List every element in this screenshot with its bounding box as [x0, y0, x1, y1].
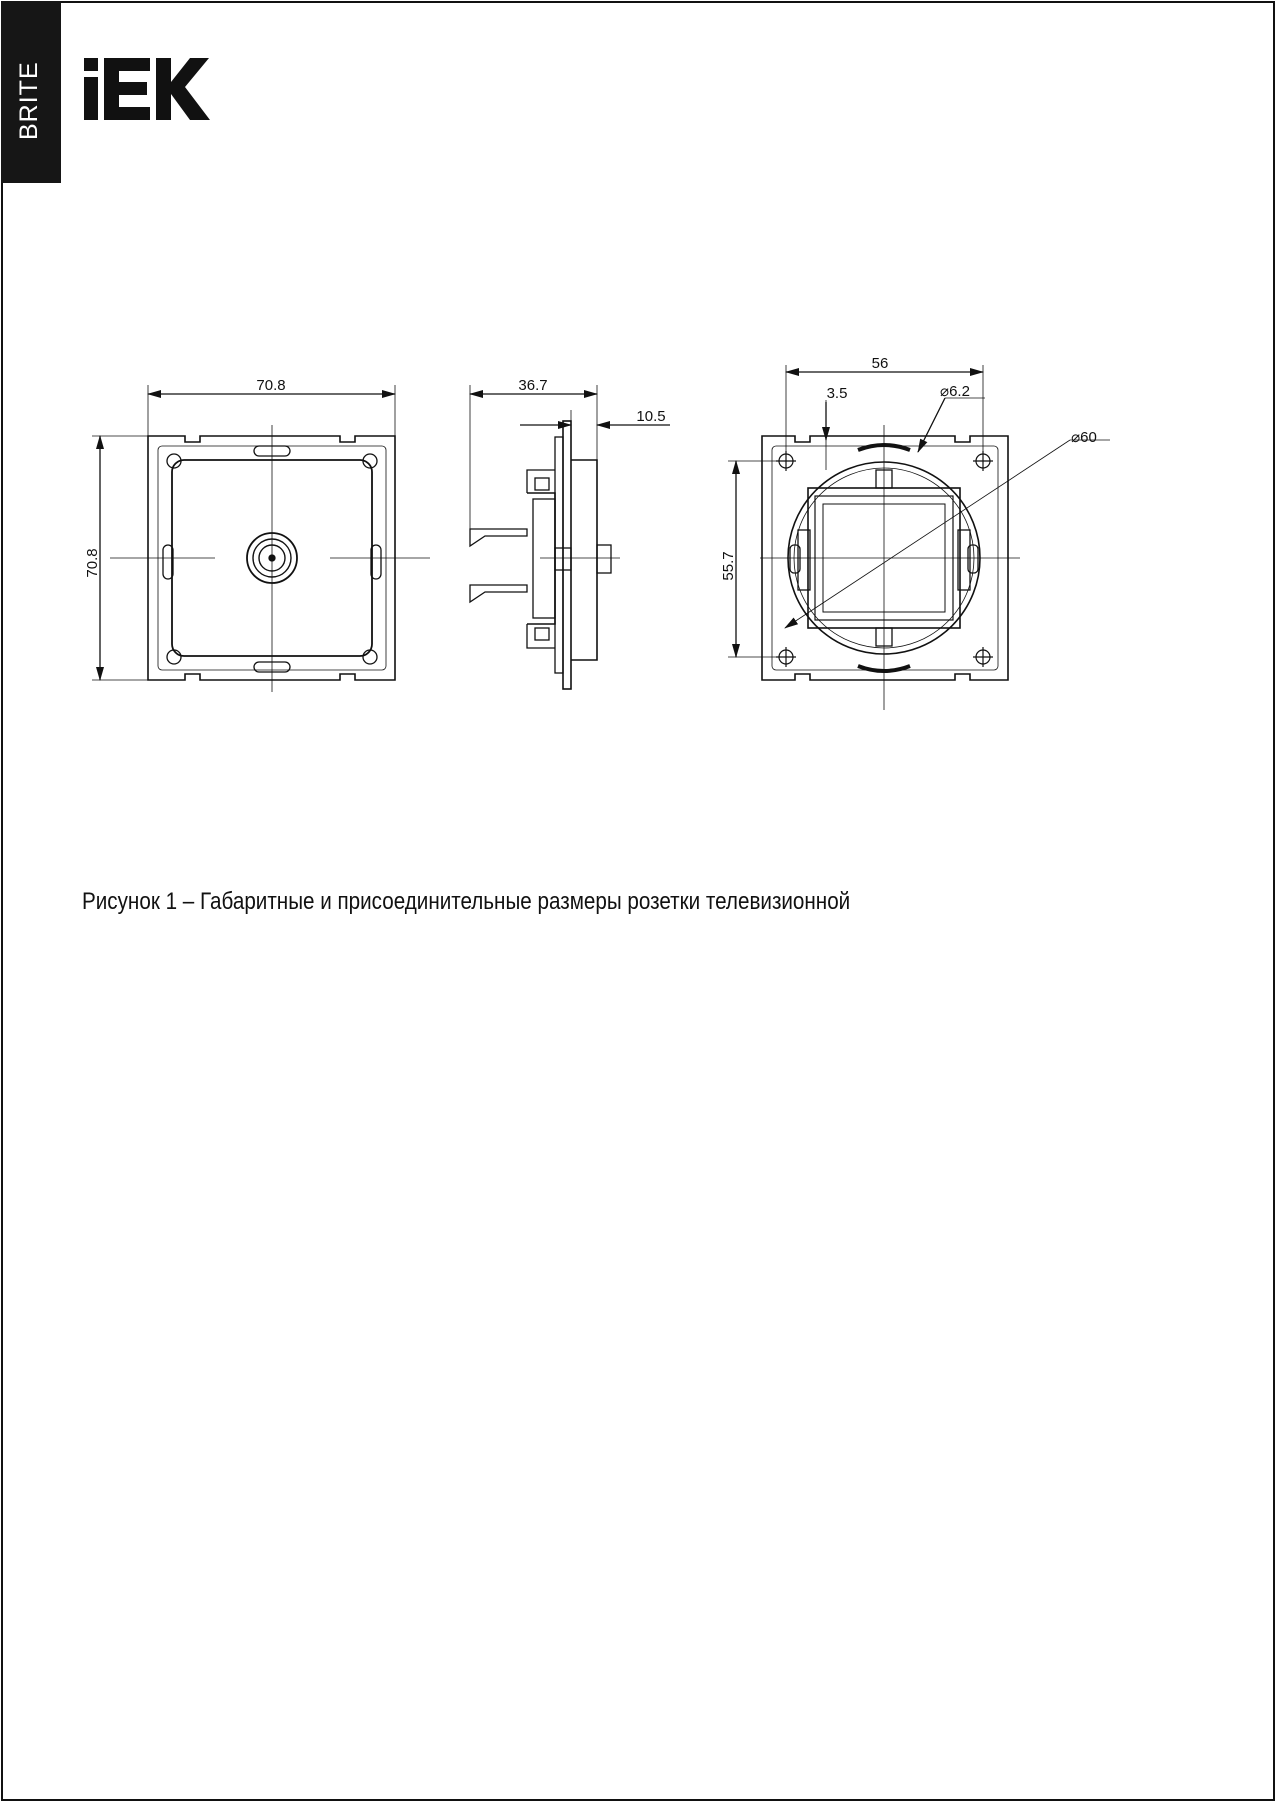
side-plate-label: 10.5	[636, 408, 666, 425]
front-height-label: 70.8	[84, 548, 101, 578]
back-width-label: 56	[871, 355, 889, 372]
back-hole-label: ⌀6.2	[940, 383, 970, 400]
series-label: BRITE	[15, 61, 43, 140]
front-width-label: 70.8	[256, 377, 286, 394]
back-height-label: 55.7	[720, 551, 737, 581]
back-view	[728, 365, 1110, 710]
dimension-drawing	[0, 0, 1280, 760]
side-view	[470, 385, 670, 689]
figure-caption: Рисунок 1 – Габаритные и присоединительные размеры розетки телевизионной	[82, 888, 851, 915]
back-circle-label: ⌀60	[1071, 429, 1097, 446]
front-view	[92, 385, 430, 692]
back-offset-label: 3.5	[826, 385, 848, 402]
side-depth-label: 36.7	[518, 377, 548, 394]
